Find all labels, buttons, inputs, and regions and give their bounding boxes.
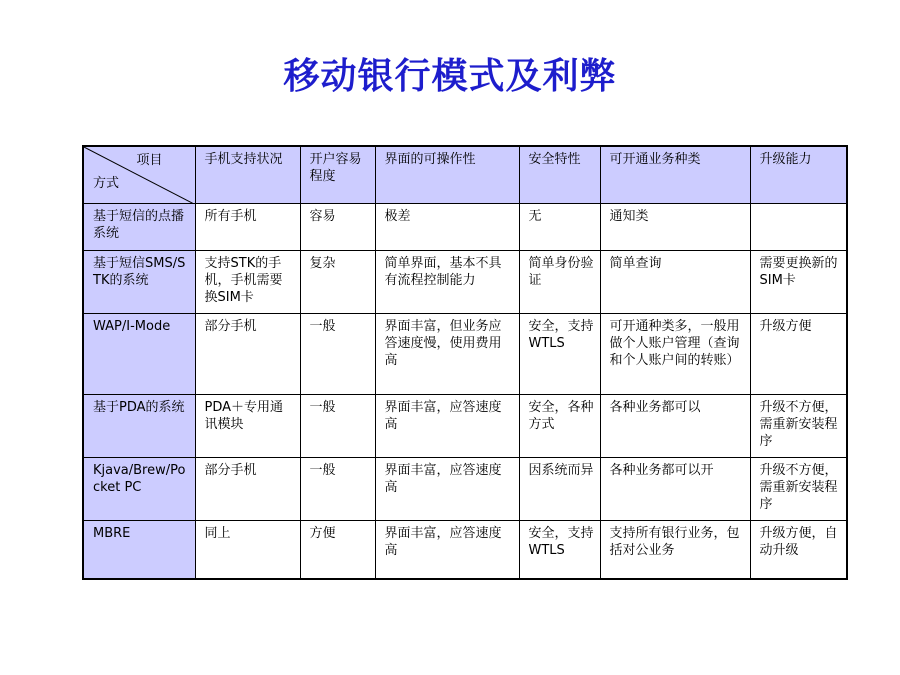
slide-title: 移动银行模式及利弊 bbox=[283, 55, 617, 97]
row-header: Kjava/Brew/Pocket PC bbox=[83, 458, 195, 521]
table-cell: 界面丰富，但业务应答速度慢，使用费用高 bbox=[375, 314, 519, 395]
table-row bbox=[83, 521, 847, 579]
table-cell: 因系统而异 bbox=[519, 458, 600, 521]
table-row bbox=[83, 395, 847, 458]
table-cell: 极差 bbox=[375, 204, 519, 251]
table-cell: 需要更换新的SIM卡 bbox=[750, 251, 847, 314]
table-cell: 一般 bbox=[300, 314, 375, 395]
table-cell: 简单界面，基本不具有流程控制能力 bbox=[375, 251, 519, 314]
header-row bbox=[83, 146, 847, 204]
row-header: MBRE bbox=[83, 521, 195, 579]
table-cell: 复杂 bbox=[300, 251, 375, 314]
corner-label-item: 项目 bbox=[136, 153, 163, 168]
table-cell: 可开通种类多，一般用做个人账户管理（查询和个人账户间的转账） bbox=[600, 314, 750, 395]
table-cell: 简单查询 bbox=[600, 251, 750, 314]
table-cell: 安全，支持WTLS bbox=[519, 521, 600, 579]
table-cell bbox=[750, 204, 847, 251]
table-cell: 升级方便 bbox=[750, 314, 847, 395]
table-cell: 升级不方便，需重新安装程序 bbox=[750, 458, 847, 521]
header-security: 安全特性 bbox=[519, 146, 600, 204]
table-cell: 无 bbox=[519, 204, 600, 251]
table-cell: 安全，支持WTLS bbox=[519, 314, 600, 395]
table-cell: 升级不方便，需重新安装程序 bbox=[750, 395, 847, 458]
table-cell: 各种业务都可以开 bbox=[600, 458, 750, 521]
corner-header-cell bbox=[83, 146, 195, 204]
row-header: 基于短信的点播系统 bbox=[83, 204, 195, 251]
table-cell: 安全，各种方式 bbox=[519, 395, 600, 458]
row-header: 基于PDA的系统 bbox=[83, 395, 195, 458]
header-services: 可开通业务种类 bbox=[600, 146, 750, 204]
table-cell: 界面丰富，应答速度高 bbox=[375, 395, 519, 458]
table-cell: 一般 bbox=[300, 395, 375, 458]
table-cell: 支持所有银行业务，包括对公业务 bbox=[600, 521, 750, 579]
table-cell: 一般 bbox=[300, 458, 375, 521]
table-row bbox=[83, 314, 847, 395]
row-header: 基于短信SMS/STK的系统 bbox=[83, 251, 195, 314]
table-cell: 方便 bbox=[300, 521, 375, 579]
table-cell: 部分手机 bbox=[195, 458, 300, 521]
table-cell: 容易 bbox=[300, 204, 375, 251]
table-cell: 界面丰富，应答速度高 bbox=[375, 521, 519, 579]
table-cell: 各种业务都可以 bbox=[600, 395, 750, 458]
table-cell: 部分手机 bbox=[195, 314, 300, 395]
header-account-ease: 开户容易程度 bbox=[300, 146, 375, 204]
header-usability: 界面的可操作性 bbox=[375, 146, 519, 204]
table-cell: 升级方便，自动升级 bbox=[750, 521, 847, 579]
header-phone-support: 手机支持状况 bbox=[195, 146, 300, 204]
table-cell: 界面丰富，应答速度高 bbox=[375, 458, 519, 521]
comparison-table bbox=[82, 145, 848, 580]
table-cell: PDA＋专用通讯模块 bbox=[195, 395, 300, 458]
table-cell: 同上 bbox=[195, 521, 300, 579]
table-cell: 通知类 bbox=[600, 204, 750, 251]
table-cell: 支持STK的手机，手机需要换SIM卡 bbox=[195, 251, 300, 314]
table-row bbox=[83, 204, 847, 251]
table-row bbox=[83, 458, 847, 521]
corner-label-method: 方式 bbox=[93, 176, 120, 191]
table-row bbox=[83, 251, 847, 314]
table-cell: 所有手机 bbox=[195, 204, 300, 251]
header-upgrade: 升级能力 bbox=[750, 146, 847, 204]
row-header: WAP/I-Mode bbox=[83, 314, 195, 395]
table-cell: 简单身份验证 bbox=[519, 251, 600, 314]
